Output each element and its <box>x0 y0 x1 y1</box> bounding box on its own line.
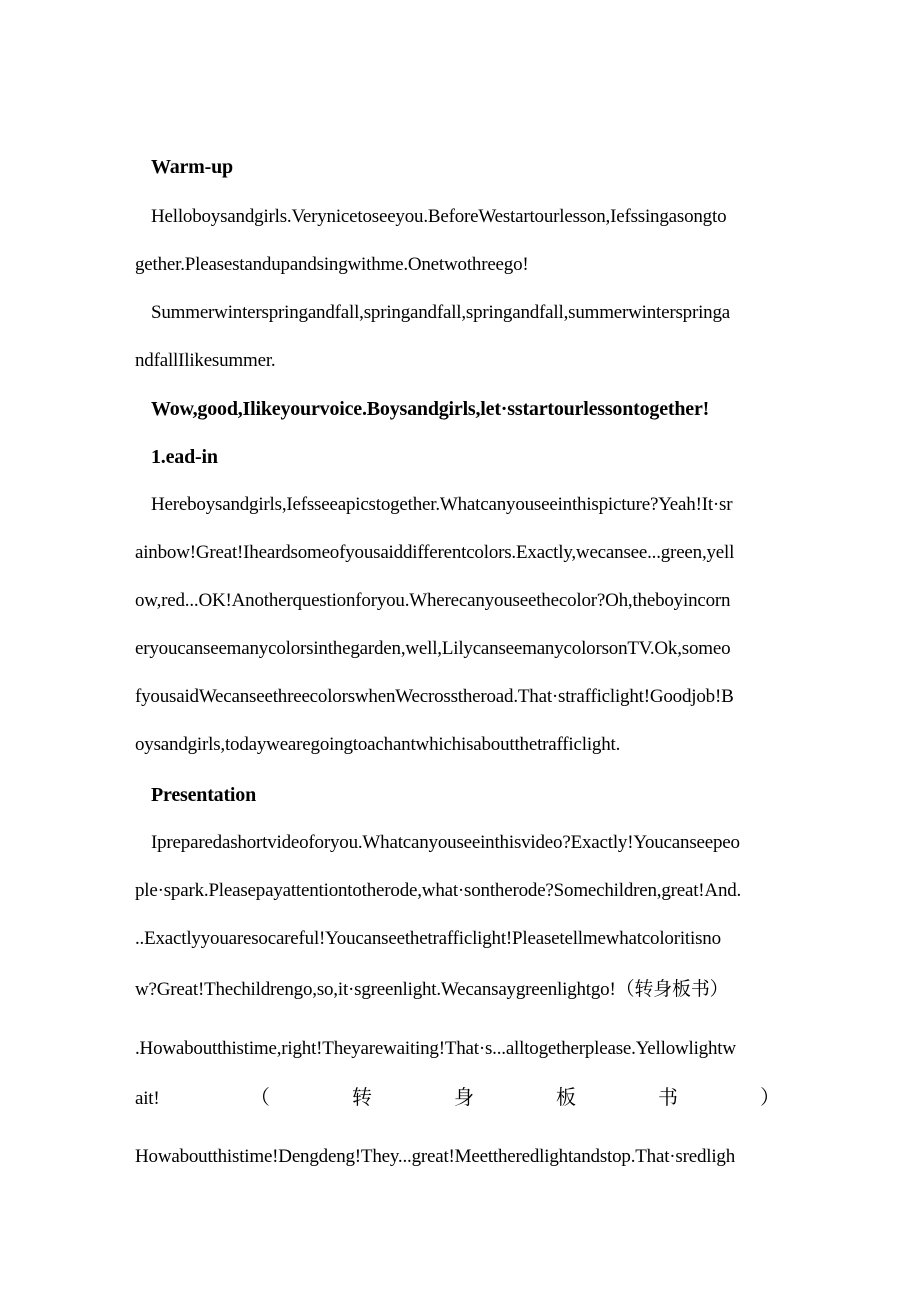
bold-statement: Wow,good,Ilikeyourvoice.Boysandgirls,let·sstartourlessontogether! <box>151 398 710 420</box>
paragraph-line: Hereboysandgirls,Iefsseeapicstogether.Whatcanyouseeinthispicture?Yeah!It·sr <box>151 494 733 515</box>
paragraph-line: ple·spark.Pleasepayattentiontotherode,what·sontherode?Somechildren,great!And. <box>135 880 742 901</box>
heading-leadin: 1.ead-in <box>151 446 218 468</box>
paren-open: （ <box>250 1085 270 1109</box>
paragraph-line: Summerwinterspringandfall,springandfall,springandfall,summerwinterspringa <box>151 302 731 323</box>
paragraph-line: gether.Pleasestandupandsingwithme.Onetwothreego! <box>135 254 529 275</box>
paragraph-line: ait! <box>135 1088 160 1109</box>
heading-warmup: Warm-up <box>151 156 233 178</box>
char-2: 身 <box>454 1085 474 1109</box>
paragraph-line: ainbow!Great!Iheardsomeofyousaiddifferentcolors.Exactly,wecansee...green,yell <box>135 542 735 563</box>
heading-presentation: Presentation <box>151 784 256 806</box>
paragraph-line <box>135 977 728 1002</box>
paragraph-line: fyousaidWecanseethreecolorswhenWecrosstheroad.That·strafficlight!Goodjob!B <box>135 686 734 707</box>
paragraph-line: Howaboutthistime!Dengdeng!They...great!Meettheredlightandstop.That·sredligh <box>135 1146 736 1167</box>
paragraph-line: oysandgirls,todaywearegoingtoachantwhichisaboutthetrafficlight. <box>135 734 621 755</box>
paren-close: ） <box>760 1085 780 1109</box>
char-1: 转 <box>352 1085 372 1109</box>
paragraph-line: Ipreparedashortvideoforyou.Whatcanyouseeinthisvideo?Exactly!Youcanseepeo <box>151 832 740 853</box>
paragraph-line: Helloboysandgirls.Verynicetoseeyou.BeforeWestartourlesson,Iefssingasongto <box>151 206 727 227</box>
char-4: 书 <box>658 1085 678 1109</box>
paragraph-line: ndfallIlikesummer. <box>135 350 276 371</box>
paragraph-line: ..Exactlyyouaresocareful!Youcanseethetrafficlight!Pleasetellmewhatcoloritisno <box>135 928 721 949</box>
paragraph-text: w?Great!Thechildrengo,so,it·sgreenlight.Wecansaygreenlightgo! <box>135 979 616 1000</box>
spread-board-writing-note <box>250 1085 780 1109</box>
char-3: 板 <box>556 1085 576 1109</box>
paragraph-line: .Howaboutthistime,right!Theyarewaiting!That·s...alltogetherplease.Yellowlightw <box>135 1038 736 1059</box>
board-writing-note: （转身板书） <box>615 978 729 1000</box>
paragraph-line: eryoucanseemanycolorsinthegarden,well,LilycanseemanycolorsonTV.Ok,someo <box>135 638 731 659</box>
paragraph-line: ow,red...OK!Anotherquestionforyou.Wherecanyouseethecolor?Oh,theboyincorn <box>135 590 731 611</box>
